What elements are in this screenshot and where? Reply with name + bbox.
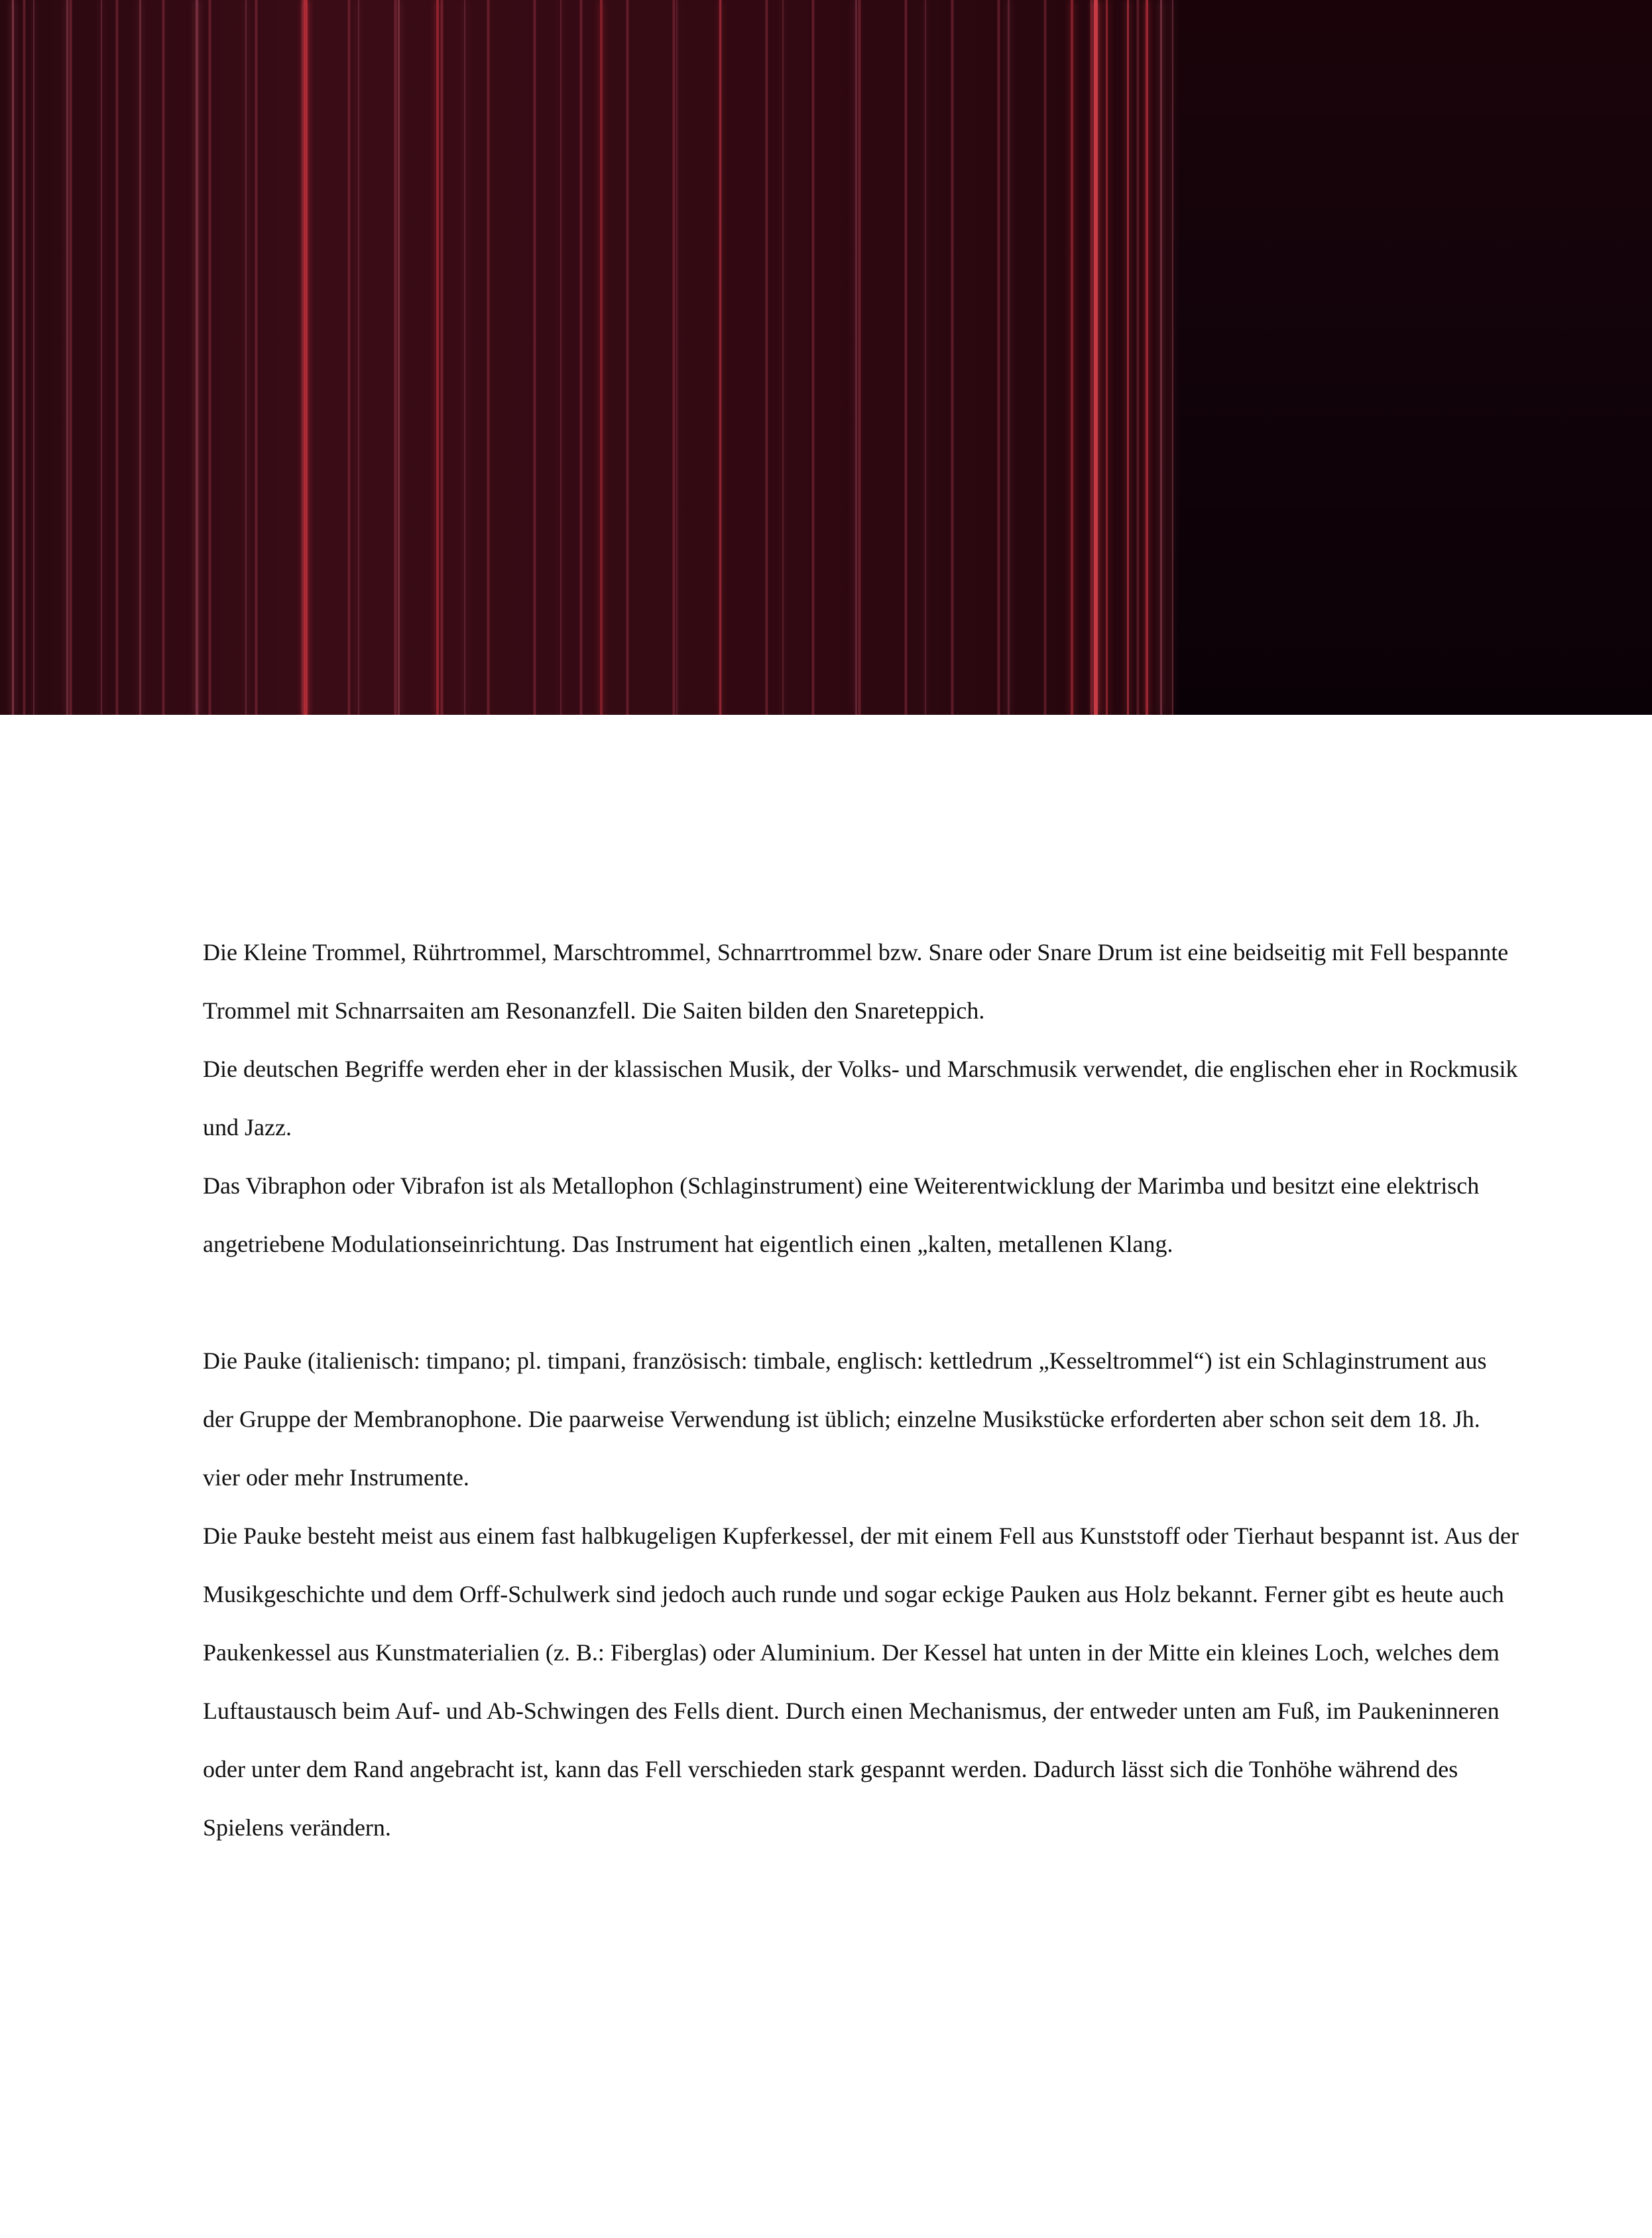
banner-streak: [855, 0, 857, 715]
paragraph-pauke-2: Die Pauke besteht meist aus einem fast halbkugeligen Kupferkessel, der mit einem Fell aus Kunststoff oder Tierhaut bespannt ist. Aus der Musikgeschichte und dem Orff-Schulwerk sind jedoch auch runde und sogar eckige Pauken aus Holz bekannt. Ferner gibt es heute auch Paukenkessel aus Kunstmaterialien (z. B.: Fiberglas) oder Aluminium. Der Kessel hat unten in der Mitte ein kleines Loch, welches dem Luftaustausch beim Auf- und Ab-Schwingen des Fells dient. Durch einen Mechanismus, der entweder unten am Fuß, im Paukeninneren oder unter dem Rand angebracht ist, kann das Fell verschieden stark gespannt werden. Dadurch lässt sich die Tonhöhe während des Spielens verändern.: [203, 1523, 1519, 1841]
banner-streak: [1094, 0, 1098, 715]
banner-streak: [560, 0, 561, 715]
banner-streak: [1106, 0, 1108, 715]
banner-dark-panel: [1173, 0, 1652, 715]
banner-streak: [358, 0, 359, 715]
banner-streak: [66, 0, 68, 715]
banner-streak: [1008, 0, 1010, 715]
banner-streak: [925, 0, 926, 715]
banner-streak: [1146, 0, 1148, 715]
banner-streak: [1160, 0, 1162, 715]
paragraph-vibraphon: Das Vibraphon oder Vibrafon ist als Metallophon (Schlaginstrument) eine Weiterentwicklung der Marimba und besitzt eine elektrisch angetriebene Modulationseinrichtung. Das Instrument hat eigentlich einen „kalten, metallenen Klang.: [203, 1172, 1480, 1257]
banner-streak: [139, 0, 141, 715]
banner-streak: [600, 0, 603, 715]
banner-streak: [782, 0, 784, 715]
banner-stripe-pattern: [0, 0, 1173, 715]
banner-streak: [1127, 0, 1129, 715]
banner-streak: [101, 0, 102, 715]
header-banner-image: [0, 0, 1652, 715]
paragraph-spacer: [203, 1273, 1522, 1332]
banner-streak: [398, 0, 400, 715]
paragraph-snare-2: Die deutschen Begriffe werden eher in der klassischen Musik, der Volks- und Marschmusik verwendet, die englischen eher in Rockmusik und Jazz.: [203, 1056, 1518, 1141]
banner-streak: [196, 0, 198, 715]
banner-streak: [12, 0, 14, 715]
banner-streak: [676, 0, 678, 715]
banner-streak: [1172, 0, 1173, 715]
paragraph-pauke-1: Die Pauke (italienisch: timpano; pl. timpani, französisch: timbale, englisch: kettledrum „Kesseltrommel“) ist ein Schlaginstrument aus der Gruppe der Membranophone. Die paarweise Verwendung ist üblich; einzelne Musikstücke erforderten aber schon seit dem 18. Jh. vier oder mehr Instrumente.: [203, 1347, 1487, 1491]
banner-streak: [245, 0, 247, 715]
banner-streak: [1071, 0, 1073, 715]
banner-streak: [464, 0, 465, 715]
banner-streak: [719, 0, 721, 715]
paragraph-snare-1: Die Kleine Trommel, Rührtrommel, Marschtrommel, Schnarrtrommel bzw. Snare oder Snare Drum ist eine beidseitig mit Fell bespannte Trommel mit Schnarrsaiten am Resonanzfell. Die Saiten bilden den Snareteppich.: [203, 939, 1509, 1024]
banner-streak: [436, 0, 439, 715]
banner-streak: [304, 0, 308, 715]
document-body: [203, 923, 1522, 1857]
banner-streak: [33, 0, 34, 715]
